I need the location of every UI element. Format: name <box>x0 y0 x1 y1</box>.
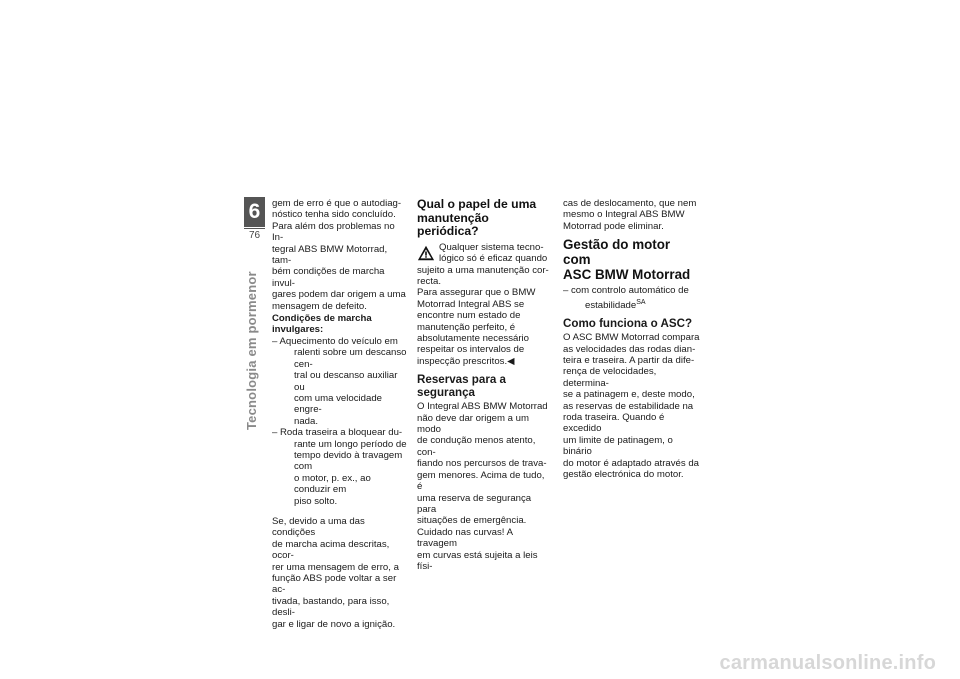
text-column-3 <box>563 198 701 481</box>
engine-management-heading: Gestão do motor com ASC BMW Motorrad <box>563 237 691 283</box>
how-asc-works-heading: Como funciona o ASC? <box>563 317 693 331</box>
maintenance-paragraph: Para assegurar que o BMW Motorrad Integral ABS se encontre num estado de manutenção perfeito, é absolutamente necessário respeitar os intervalos de inspecção prescritos.◀ <box>417 287 536 367</box>
safety-reserve-heading: Reservas para a segurança <box>417 373 506 400</box>
page-number: 76 <box>244 228 265 241</box>
continued-paragraph: cas de deslocamento, que nem mesmo o Integral ABS BMW Motorrad pode eliminar. <box>563 198 697 232</box>
site-watermark: carmanualsonline.info <box>719 652 936 674</box>
chapter-side-title: Tecnologia em pormenor <box>244 271 259 430</box>
end-of-section-marker: ◀ <box>507 355 515 367</box>
maintenance-heading: Qual o papel de uma manutenção periódica? <box>417 197 537 239</box>
intro-paragraph: gem de erro é que o autodiag- nóstico tenha sido concluído. Para além dos problemas no In- tegral ABS BMW Motorrad, tam- bém condições de marcha invul- gares podem dar origem a uma mensagem de defeito. <box>272 198 406 312</box>
asc-paragraph: O ASC BMW Motorrad compara as velocidades das rodas dian- teira e traseira. A partir da dife- rença de velocidades, determina- se a patinagem e, deste modo, as reservas de estabilidade na roda traseira. Quando é excedido um limite de patinagem, o binário do motor é adaptado através da gestão electrónica do motor. <box>563 332 700 481</box>
text-column-2 <box>417 198 549 572</box>
list-item: – Roda traseira a bloquear du- rante um longo período de tempo devido à travagem com o motor, p. ex., ao conduzir em piso solto. <box>272 427 407 507</box>
text-column-1 <box>272 198 408 630</box>
special-accessory-mark: SA <box>636 298 646 306</box>
abs-reactivation-paragraph: Se, devido a uma das condições de marcha acima descritas, ocor- rer uma mensagem de erro, a função ABS pode voltar a ser ac- tivada, bastando, para isso, desli- gar e ligar de novo a ignição. <box>272 515 399 630</box>
list-item: – Aquecimento do veículo em ralenti sobre um descanso cen- tral ou descanso auxiliar ou com uma velocidade engre- nada. <box>272 335 407 427</box>
warning-triangle-icon <box>417 244 435 262</box>
safety-reserve-paragraph: O Integral ABS BMW Motorrad não deve dar origem a um modo de condução menos atento, con- fiando nos percursos de trava- gem menores. Acima de tudo, é uma reserva de segurança para situações de emergência. Cuidado nas curvas! A travagem em curvas está sujeita a leis físi- <box>417 401 548 572</box>
list-item: – com controlo automático de estabilidade$^{SA}$ <box>563 285 689 311</box>
chapter-number-tab: 6 <box>244 197 265 227</box>
unusual-conditions-subheading: Condições de marcha invulgares: <box>272 313 372 336</box>
warning-note: Qualquer sistema tecno- lógico só é eficaz quando sujeito a uma manutenção cor- recta. <box>417 241 549 287</box>
